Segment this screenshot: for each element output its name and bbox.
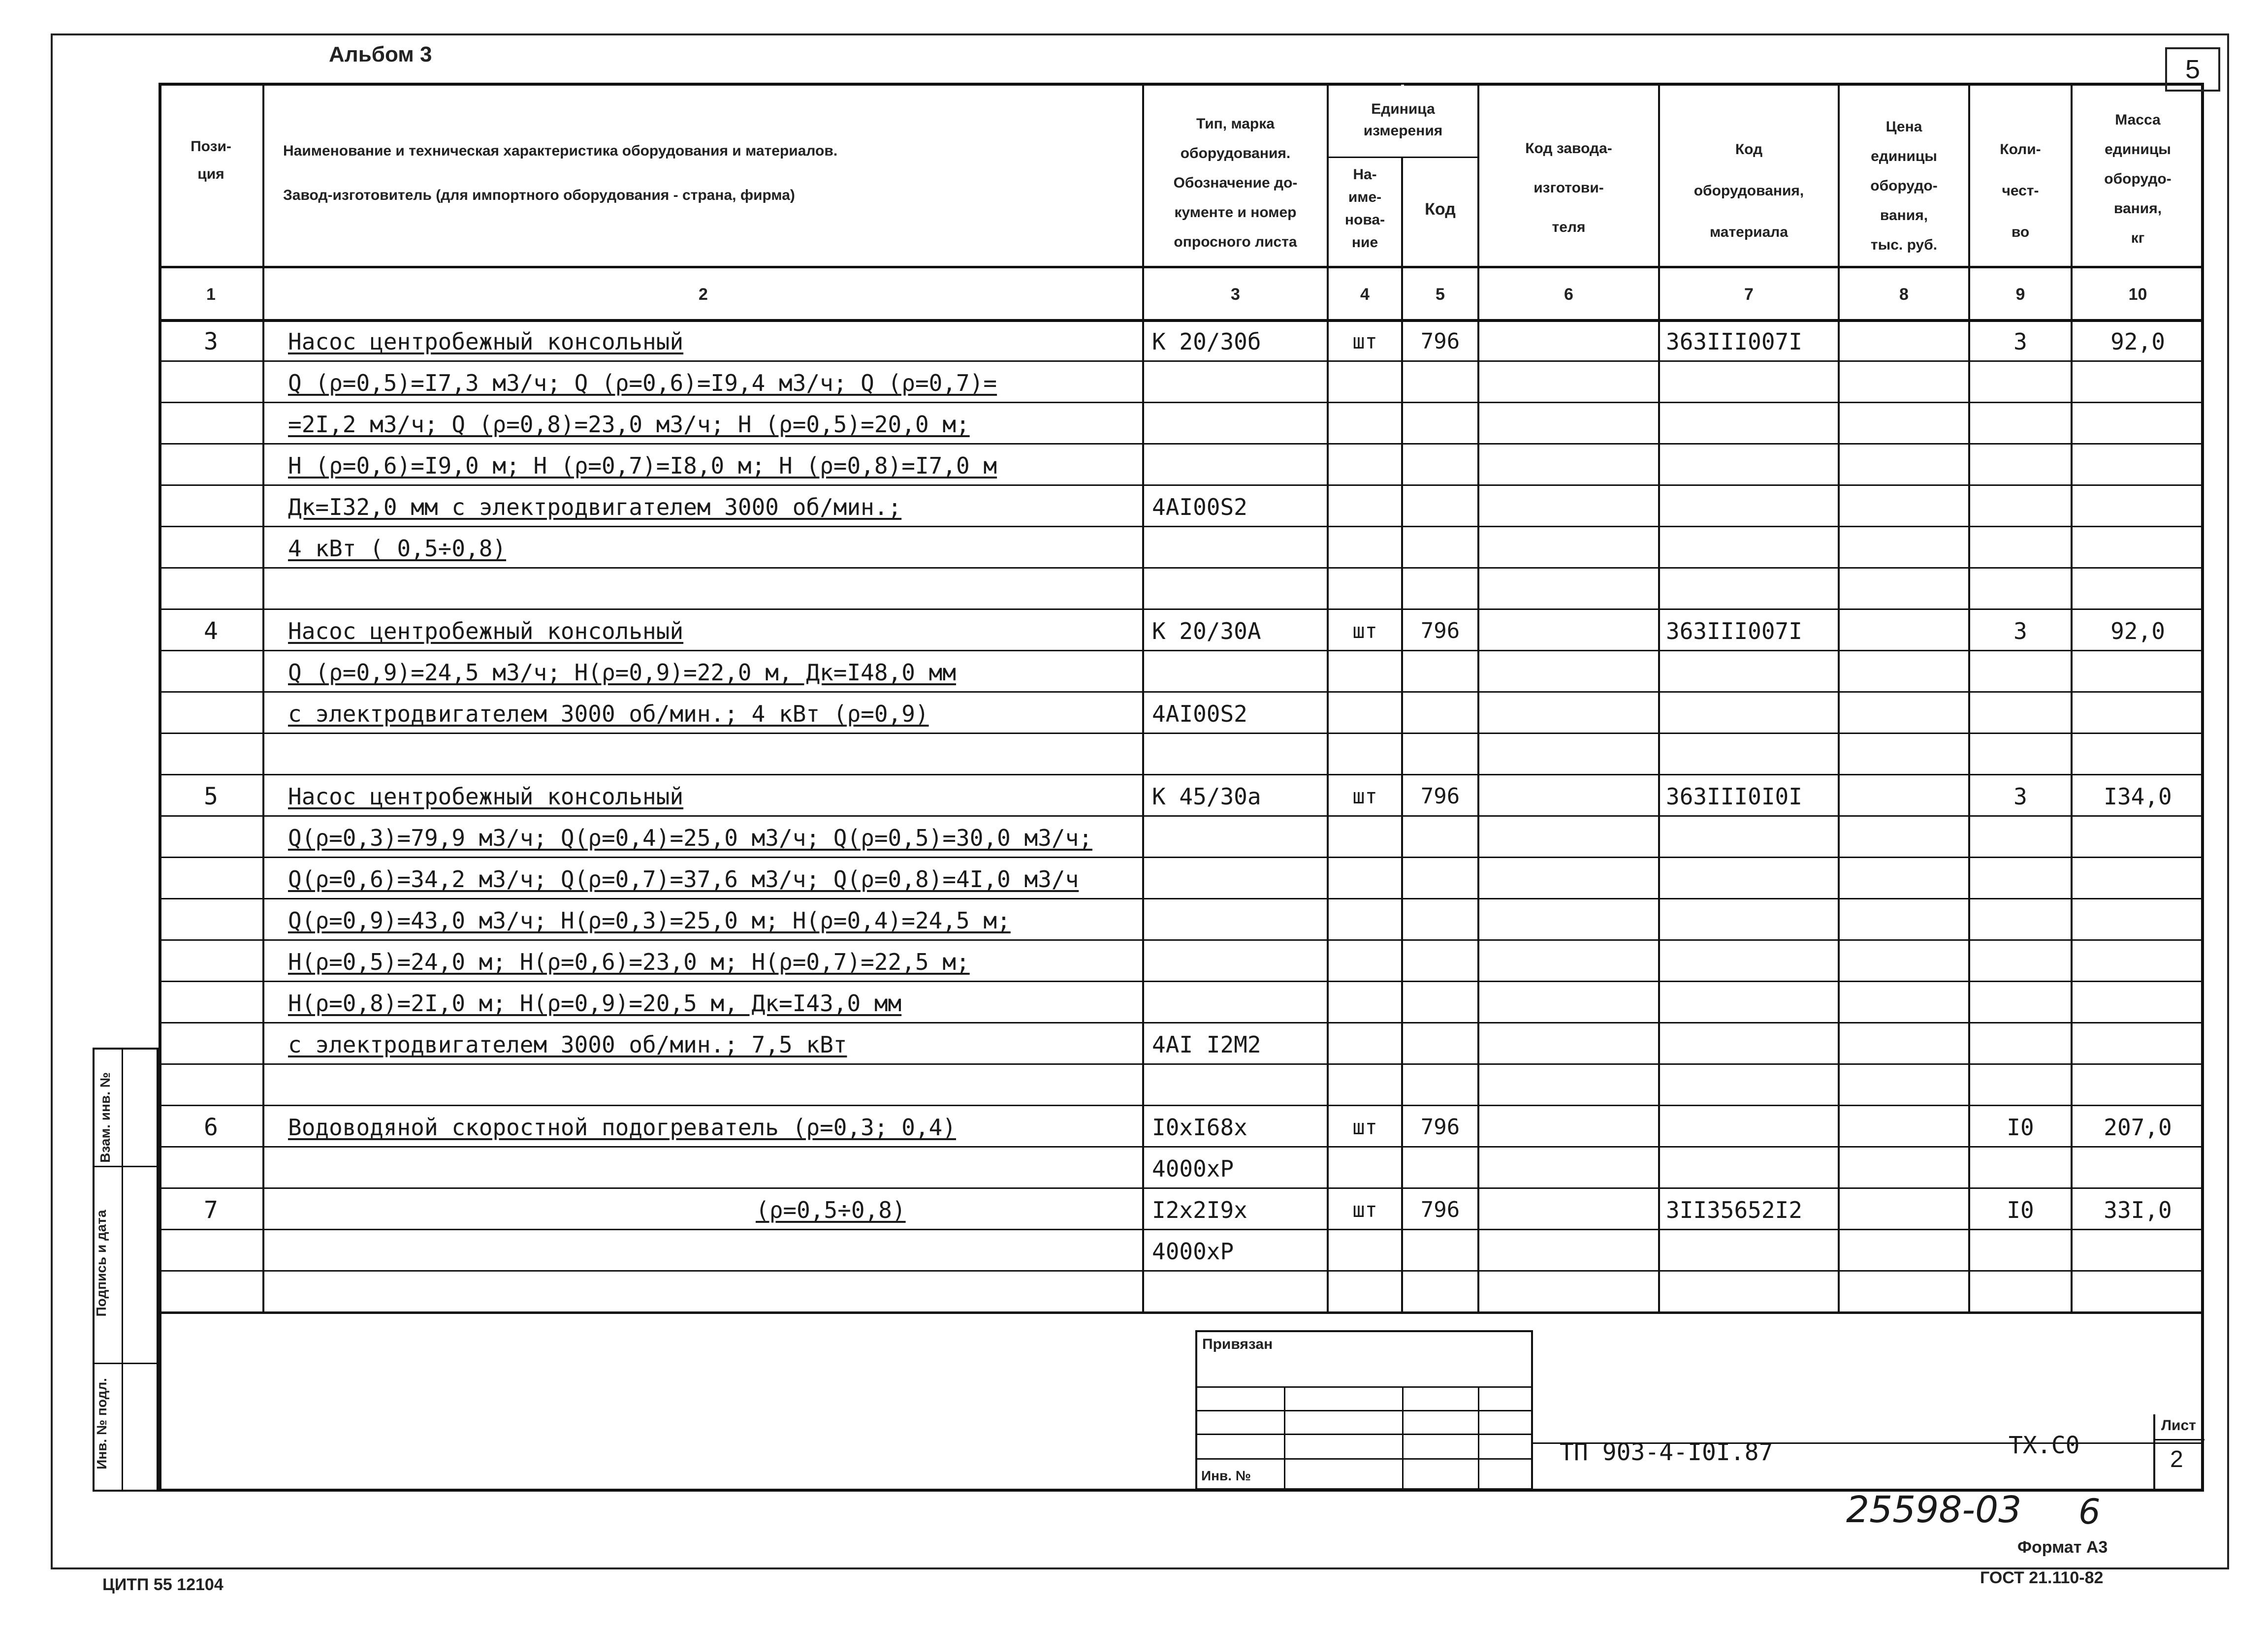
row-name: H(ρ=0,8)=2I,0 м; H(ρ=0,9)=20,5 м, Дк=I43,0 мм (288, 990, 902, 1017)
header-line: ция (197, 166, 224, 182)
header-line: теля (1552, 219, 1586, 235)
column-number: 6 (1564, 285, 1573, 304)
header-line: кументе и номер (1174, 204, 1297, 221)
page-number: 5 (2185, 55, 2201, 84)
row-mass: 33I,0 (2104, 1197, 2172, 1223)
row-type: I0хI68х (1152, 1114, 1247, 1141)
document-designation: ТП 903-4-I0I.87 (1560, 1438, 1773, 1466)
row-unit-code: 796 (1420, 1115, 1460, 1140)
printer-mark: ЦИТП 55 12104 (102, 1575, 224, 1594)
header-line: Наименование и техническая характеристика оборудования и материалов. (283, 143, 838, 159)
header-line: единицы (2105, 141, 2171, 158)
row-rule (159, 898, 2204, 899)
handwritten-page: 6 (2078, 1492, 2101, 1532)
row-unit-code: 796 (1420, 784, 1460, 809)
header-unit (1328, 98, 1478, 142)
gost-label: ГОСТ 21.110-82 (1980, 1568, 2104, 1587)
row-unit: шт (1352, 1115, 1377, 1139)
row-rule (159, 650, 2204, 651)
column-number: 2 (699, 285, 708, 304)
header-line: оборудования. (1180, 145, 1291, 161)
header-line: Обозначение до- (1173, 175, 1298, 191)
row-quantity: 3 (2013, 618, 2027, 644)
header-line: оборудо- (2104, 171, 2172, 187)
row-name: =2I,2 м3/ч; Q (ρ=0,8)=23,0 м3/ч; H (ρ=0,5)=20,0 м; (288, 411, 970, 438)
column-number: 8 (1899, 285, 1909, 304)
row-rule (159, 402, 2204, 403)
header-line: измерения (1363, 123, 1443, 139)
row-unit-code: 796 (1420, 1197, 1460, 1222)
header-line: ние (1351, 234, 1378, 251)
row-position: 5 (204, 783, 218, 810)
row-name: H(ρ=0,5)=24,0 м; H(ρ=0,6)=23,0 м; H(ρ=0,7)=22,5 м; (288, 949, 970, 975)
row-rule (159, 1063, 2204, 1065)
row-rule (159, 1022, 2204, 1023)
row-equipment-code: 363III0I0I (1666, 783, 1802, 810)
stamp-signature-date: Подпись и дата (94, 1210, 109, 1317)
row-name: Дк=I32,0 мм с электродвигателем 3000 об/мин.; (288, 494, 902, 520)
header-line: единицы (1871, 148, 1937, 164)
header-line: На- (1353, 166, 1377, 183)
page-number-box (2165, 47, 2220, 92)
header-line: вания, (2113, 200, 2162, 217)
header-unit-name (1328, 163, 1402, 254)
handwritten-number: 25598-03 (1846, 1489, 2022, 1531)
unit-split-rule (1328, 157, 1478, 158)
row-type: 4000хР (1152, 1155, 1234, 1182)
album-label: Альбом 3 (329, 42, 432, 66)
row-position: 3 (204, 328, 218, 355)
column-number: 4 (1360, 285, 1370, 304)
sheet-label: Лист (2161, 1417, 2196, 1434)
header-factory-code (1478, 129, 1659, 247)
row-rule (159, 360, 2204, 362)
row-unit: шт (1352, 784, 1377, 808)
header-line: име- (1348, 189, 1382, 205)
row-rule (159, 691, 2204, 693)
header-line: оборудования, (1693, 183, 1804, 199)
header-position (159, 133, 263, 188)
row-position: 6 (204, 1114, 218, 1141)
row-quantity: 3 (2013, 783, 2027, 810)
row-name: Q (ρ=0,9)=24,5 м3/ч; H(ρ=0,9)=22,0 м, Дк=I48,0 мм (288, 659, 957, 686)
header-mass (2072, 105, 2204, 253)
header-line: вания, (1880, 207, 1928, 224)
format-label: Формат А3 (2017, 1538, 2108, 1557)
row-name: с электродвигателем 3000 об/мин.; 7,5 кВт (288, 1031, 847, 1058)
column-number: 7 (1744, 285, 1754, 304)
inv-no-label: Инв. № (1201, 1468, 1251, 1483)
row-name: Q (ρ=0,5)=I7,3 м3/ч; Q (ρ=0,6)=I9,4 м3/ч; Q (ρ=0,7)= (288, 370, 997, 396)
row-type: К 45/30а (1152, 783, 1261, 810)
sheet-number-box (2153, 1414, 2204, 1492)
row-position: 4 (204, 617, 218, 645)
row-equipment-code: 363III007I (1666, 618, 1802, 644)
header-line: Единица (1371, 101, 1435, 117)
row-rule (159, 733, 2204, 734)
row-rule (159, 1146, 2204, 1148)
row-unit: шт (1352, 1198, 1377, 1222)
stamp-original-inv: Инв. № подл. (94, 1378, 109, 1469)
row-equipment-code: 363III007I (1666, 328, 1802, 355)
header-line: материала (1709, 224, 1789, 240)
column-number: 9 (2015, 285, 2025, 304)
row-rule (159, 608, 2204, 610)
row-name: Q(ρ=0,3)=79,9 м3/ч; Q(ρ=0,4)=25,0 м3/ч; Q(ρ=0,5)=30,0 м3/ч; (288, 825, 1092, 851)
header-line: Завод-изготовитель (для импортного оборудования - страна, фирма) (283, 187, 795, 203)
row-quantity: 3 (2013, 328, 2027, 355)
row-rule (159, 443, 2204, 445)
row-rule (159, 1270, 2204, 1272)
row-type: К 20/30б (1152, 328, 1261, 355)
row-rule (159, 981, 2204, 982)
header-rule (159, 266, 2204, 268)
sheet-number: 2 (2170, 1446, 2183, 1472)
row-type: 4АI I2М2 (1152, 1031, 1261, 1058)
row-name: Насос центробежный консольный (288, 618, 684, 644)
header-equipment-code (1659, 129, 1839, 253)
header-line: Цена (1885, 119, 1922, 135)
header-type (1143, 109, 1328, 257)
row-unit-code: 796 (1420, 618, 1460, 643)
header-line: Код (1735, 141, 1763, 158)
row-rule (159, 1105, 2204, 1106)
row-name: (ρ=0,5÷0,8) (756, 1197, 906, 1223)
row-name: Насос центробежный консольный (288, 783, 684, 810)
row-rule (159, 857, 2204, 858)
row-rule (159, 526, 2204, 527)
header-unit-code: Код (1425, 200, 1456, 219)
header-line: Коли- (2000, 141, 2041, 158)
row-equipment-code: 3II35652I2 (1666, 1197, 1802, 1223)
row-type: 4000хР (1152, 1238, 1234, 1265)
row-unit: шт (1352, 329, 1377, 353)
header-price (1839, 112, 1969, 260)
row-type: 4АI00S2 (1152, 494, 1247, 520)
column-number: 1 (206, 285, 216, 304)
row-rule (159, 1187, 2204, 1189)
row-mass: 92,0 (2110, 618, 2165, 644)
row-name: 4 кВт ( 0,5÷0,8) (288, 535, 507, 562)
row-type: 4АI00S2 (1152, 701, 1247, 727)
row-rule (159, 484, 2204, 486)
row-name: Насос центробежный консольный (288, 328, 684, 355)
title-block (1195, 1330, 1533, 1490)
row-name: H (ρ=0,6)=I9,0 м; H (ρ=0,7)=I8,0 м; H (ρ=0,8)=I7,0 м (288, 452, 997, 479)
attached-label: Привязан (1202, 1336, 1273, 1352)
header-line: Пози- (191, 138, 231, 155)
header-line: изготови- (1533, 180, 1604, 196)
header-line: Тип, марка (1196, 116, 1275, 132)
row-type: К 20/30А (1152, 618, 1261, 644)
column-number: 10 (2128, 285, 2147, 304)
header-line: Масса (2115, 112, 2161, 128)
row-name: с электродвигателем 3000 об/мин.; 4 кВт (ρ=0,9) (288, 701, 929, 727)
column-number: 3 (1231, 285, 1240, 304)
row-name: Q(ρ=0,9)=43,0 м3/ч; H(ρ=0,3)=25,0 м; H(ρ=0,4)=24,5 м; (288, 907, 1011, 934)
document-code: ТХ.С0 (2009, 1432, 2080, 1459)
header-line: оборудо- (1870, 178, 1938, 194)
column-number: 5 (1436, 285, 1445, 304)
row-name: Q(ρ=0,6)=34,2 м3/ч; Q(ρ=0,7)=37,6 м3/ч; Q(ρ=0,8)=4I,0 м3/ч (288, 866, 1079, 893)
row-rule (159, 567, 2204, 569)
row-rule (159, 1229, 2204, 1230)
side-stamp (93, 1048, 159, 1492)
row-name: Водоводяной скоростной подогреватель (ρ=0,3; 0,4) (288, 1114, 957, 1141)
row-quantity: I0 (2007, 1197, 2034, 1223)
row-type: I2х2I9х (1152, 1197, 1247, 1223)
row-rule (159, 774, 2204, 775)
row-rule (159, 815, 2204, 817)
header-line: чест- (2002, 183, 2039, 199)
row-unit-code: 796 (1420, 329, 1460, 354)
table-bottom-rule (159, 1311, 2204, 1314)
row-mass: 92,0 (2110, 328, 2165, 355)
header-quantity (1969, 129, 2072, 253)
column-number-rule (159, 319, 2204, 322)
row-position: 7 (204, 1196, 218, 1224)
header-name (283, 129, 1123, 218)
row-mass: 207,0 (2104, 1114, 2172, 1141)
header-line: тыс. руб. (1870, 237, 1938, 253)
header-line: во (2011, 224, 2030, 240)
row-quantity: I0 (2007, 1114, 2034, 1141)
header-line: опросного листа (1174, 234, 1297, 250)
header-line: нова- (1344, 212, 1385, 228)
header-line: Код завода- (1525, 140, 1612, 157)
header-line: кг (2131, 230, 2145, 246)
row-unit: шт (1352, 619, 1377, 643)
row-rule (159, 939, 2204, 941)
row-mass: I34,0 (2104, 783, 2172, 810)
stamp-replacement-inv: Взам. инв. № (97, 1072, 113, 1163)
